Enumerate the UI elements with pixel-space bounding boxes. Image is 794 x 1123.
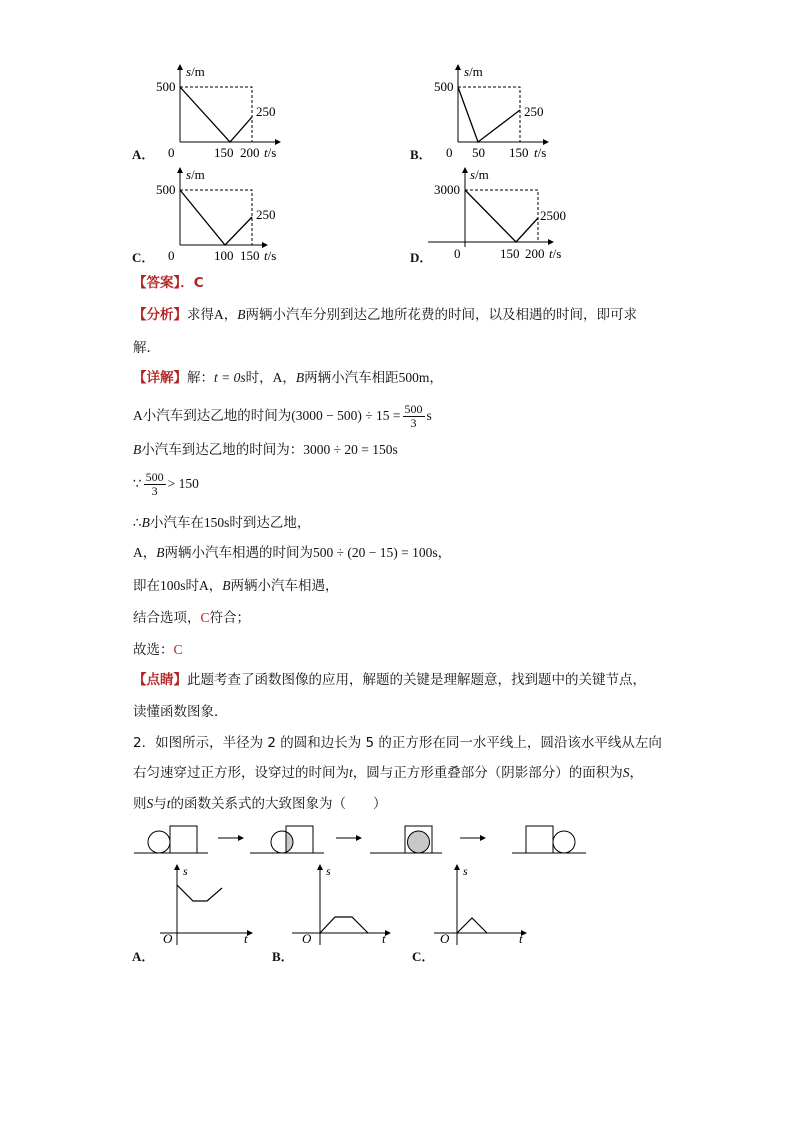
text: 结合选项， bbox=[133, 610, 201, 626]
graph-line bbox=[177, 885, 222, 901]
stage-2 bbox=[250, 826, 324, 853]
y-tick-top: 500 bbox=[156, 182, 176, 197]
answer-text: ．C bbox=[180, 275, 204, 291]
y-tick-top: 3000 bbox=[434, 182, 460, 197]
y-label-unit: /m bbox=[469, 64, 483, 79]
because-symbol: ∵ bbox=[133, 476, 142, 492]
y-tick-mid: 250 bbox=[256, 207, 276, 222]
expression: (3000 − 500) ÷ 15 = bbox=[291, 408, 401, 423]
text: 符合； bbox=[209, 610, 251, 626]
text: ，圆与正方形重叠部分（阴影部分）的面积为 bbox=[352, 765, 623, 781]
expression: > 150 bbox=[167, 476, 199, 491]
var-A: A bbox=[133, 408, 143, 423]
origin-label: 0 bbox=[446, 145, 453, 160]
stage-3 bbox=[370, 826, 442, 853]
q2-line-2 bbox=[133, 763, 643, 783]
x-label-t: t bbox=[549, 246, 553, 261]
x-label: t bbox=[382, 931, 386, 946]
svg-text:s/m bbox=[186, 64, 205, 79]
q1-graph-d bbox=[408, 165, 578, 265]
y-arrow-icon bbox=[177, 167, 183, 173]
analysis-text-2: 两辆小汽车分别到达乙地所花费的时间，以及相遇的时间，即可求 bbox=[245, 307, 637, 323]
graph-b-svg bbox=[408, 62, 568, 162]
origin-label: 0 bbox=[454, 246, 461, 261]
analysis-text-3: 解． bbox=[133, 340, 160, 356]
comment-line-2 bbox=[133, 702, 228, 722]
numerator: 500 bbox=[404, 401, 423, 416]
text: 即在 bbox=[133, 578, 160, 594]
var-t: t bbox=[349, 765, 353, 780]
value: 150s bbox=[203, 515, 230, 530]
q2-line-3 bbox=[133, 794, 387, 814]
y-tick-top: 500 bbox=[156, 79, 176, 94]
x-label-t: t bbox=[264, 248, 268, 263]
svg-text:t/s bbox=[264, 248, 276, 263]
origin-label: 0 bbox=[168, 145, 175, 160]
stage-1 bbox=[134, 826, 208, 853]
x-label: t bbox=[519, 931, 523, 946]
option-label-a: A． bbox=[132, 147, 155, 162]
var-t: t bbox=[166, 796, 171, 811]
arrow-icon bbox=[460, 835, 486, 841]
y-label-s: s bbox=[186, 64, 192, 79]
answer-tag: 【答案】 bbox=[133, 275, 181, 291]
text: 两辆小汽车相距 bbox=[304, 370, 399, 386]
sep: ， bbox=[208, 578, 223, 594]
x-label-unit: /s bbox=[267, 145, 277, 160]
denominator: 3 bbox=[410, 415, 417, 430]
dashed-guide bbox=[180, 190, 252, 245]
x-tick-1: 100 bbox=[214, 248, 234, 263]
text: 两辆小汽车相遇的时间为 bbox=[164, 545, 313, 561]
y-label-s: s bbox=[464, 64, 470, 79]
expression: 500 ÷ (20 − 15) = 100s bbox=[313, 545, 438, 560]
x-arrow-icon bbox=[385, 930, 391, 936]
var-S: S bbox=[622, 765, 630, 780]
origin-label: O bbox=[440, 931, 450, 946]
y-arrow-icon bbox=[455, 64, 461, 70]
graph-line bbox=[180, 190, 252, 245]
analysis-line-2 bbox=[133, 338, 160, 358]
graph-d-svg bbox=[408, 165, 578, 265]
comment-text-2: 读懂函数图象． bbox=[133, 704, 228, 720]
text: 解： bbox=[187, 370, 214, 386]
svg-text:t/s bbox=[264, 145, 276, 160]
y-arrow-icon bbox=[454, 864, 460, 870]
x-label-unit: /s bbox=[267, 248, 277, 263]
text: 小汽车在 bbox=[149, 515, 204, 531]
svg-text:s/m bbox=[470, 167, 489, 182]
numerator: 500 bbox=[145, 469, 164, 484]
y-label-unit: /m bbox=[475, 167, 489, 182]
detail-line-6 bbox=[133, 543, 451, 563]
fraction bbox=[144, 471, 166, 498]
option-label-b: B． bbox=[272, 949, 294, 964]
text: ， bbox=[429, 370, 443, 386]
text: 时， bbox=[245, 370, 273, 386]
value: 100s bbox=[160, 578, 186, 593]
svg-text:t/s bbox=[534, 145, 546, 160]
detail-line-3 bbox=[133, 440, 398, 460]
var-B: B bbox=[237, 307, 246, 322]
analysis-tag: 【分析】 bbox=[133, 307, 187, 323]
equation: t = 0s bbox=[214, 370, 246, 385]
q1-graph-b bbox=[408, 62, 568, 162]
var-A: A bbox=[214, 307, 224, 322]
var-S: S bbox=[146, 796, 154, 811]
y-tick-mid: 250 bbox=[256, 104, 276, 119]
svg-text:t/s bbox=[549, 246, 561, 261]
x-label-unit: /s bbox=[552, 246, 562, 261]
answer-line bbox=[133, 273, 204, 293]
q2-line-1 bbox=[133, 733, 662, 753]
origin-label: O bbox=[163, 931, 173, 946]
x-label: t bbox=[244, 931, 248, 946]
therefore-symbol: ∴ bbox=[133, 515, 142, 531]
detail-line-2 bbox=[133, 398, 432, 434]
var-B: B bbox=[295, 370, 305, 385]
answer-letter: C bbox=[173, 642, 183, 657]
var-B: B bbox=[141, 515, 150, 530]
option-label-c: C． bbox=[412, 949, 435, 964]
sep: ， bbox=[282, 370, 296, 386]
circle-square-sequence bbox=[130, 820, 600, 862]
y-tick-mid: 250 bbox=[524, 104, 544, 119]
svg-text:s/m bbox=[186, 167, 205, 182]
comment-tag: 【点睛】 bbox=[133, 672, 187, 688]
text: 则 bbox=[133, 796, 147, 812]
x-arrow-icon bbox=[548, 239, 554, 245]
text: 小汽车到达乙地的时间为 bbox=[142, 408, 292, 424]
text: 的函数关系式的大致图象为（ ） bbox=[170, 796, 387, 812]
text: 故选： bbox=[133, 642, 174, 658]
x-tick-1: 150 bbox=[500, 246, 520, 261]
q2-text: 2．如图所示，半径为 2 的圆和边长为 5 的正方形在同一水平线上，圆沿该水平线从左向 bbox=[133, 735, 662, 751]
graph-line bbox=[180, 87, 252, 142]
text: 两辆小汽车相遇， bbox=[230, 578, 339, 594]
var-A: A bbox=[133, 545, 143, 560]
arrow-icon bbox=[336, 835, 362, 841]
value: 500m bbox=[398, 370, 430, 385]
y-label: s bbox=[183, 864, 188, 878]
x-arrow-icon bbox=[247, 930, 253, 936]
y-arrow-icon bbox=[174, 864, 180, 870]
y-label-unit: /m bbox=[191, 167, 205, 182]
x-tick-1: 50 bbox=[472, 145, 485, 160]
comment-line-1 bbox=[133, 670, 646, 690]
var-A: A bbox=[272, 370, 283, 385]
svg-text:s/m bbox=[464, 64, 483, 79]
unit: s bbox=[426, 408, 432, 423]
x-tick-2: 200 bbox=[240, 145, 260, 160]
x-tick-1: 150 bbox=[214, 145, 234, 160]
origin-label: 0 bbox=[168, 248, 175, 263]
graph-line bbox=[465, 190, 538, 242]
text: ， bbox=[437, 545, 452, 561]
detail-line-4 bbox=[133, 466, 199, 502]
y-tick-mid: 2500 bbox=[540, 208, 566, 223]
y-tick-top: 500 bbox=[434, 79, 454, 94]
analysis-line-1 bbox=[133, 305, 637, 325]
comment-text: 此题考查了函数图像的应用，解题的关键是理解题意，找到题中的关键节点， bbox=[187, 672, 646, 688]
text: 时 bbox=[185, 578, 200, 594]
detail-tag: 【详解】 bbox=[133, 370, 187, 386]
expression: 3000 ÷ 20 = 150s bbox=[303, 442, 398, 457]
analysis-text: 求得 bbox=[187, 307, 214, 323]
y-arrow-icon bbox=[177, 64, 183, 70]
graph-line bbox=[458, 87, 520, 142]
dashed-guide bbox=[465, 190, 538, 242]
text: 右匀速穿过正方形，设穿过的时间为 bbox=[133, 765, 349, 781]
q2-graph-a bbox=[130, 860, 265, 965]
sep: ， bbox=[142, 545, 157, 561]
y-label-s: s bbox=[186, 167, 192, 182]
y-arrow-icon bbox=[317, 864, 323, 870]
detail-line-7 bbox=[133, 576, 339, 596]
y-arrow-icon bbox=[462, 167, 468, 173]
text: 时到达乙地， bbox=[229, 515, 311, 531]
var-B: B bbox=[133, 442, 142, 457]
q2-graph-c bbox=[410, 860, 545, 965]
q2-graph-b bbox=[270, 860, 405, 965]
option-label-c: C． bbox=[132, 250, 155, 265]
detail-line-9 bbox=[133, 640, 183, 660]
x-tick-2: 150 bbox=[509, 145, 529, 160]
fraction bbox=[403, 403, 425, 430]
q1-graph-c bbox=[130, 165, 290, 265]
stage-4 bbox=[512, 826, 586, 853]
y-label: s bbox=[463, 864, 468, 878]
text: ， bbox=[629, 765, 644, 781]
graph-line bbox=[320, 917, 368, 933]
dashed-guide bbox=[180, 87, 252, 142]
var-B: B bbox=[156, 545, 165, 560]
origin-label: O bbox=[302, 931, 312, 946]
option-label-d: D． bbox=[410, 250, 433, 265]
var-A: A bbox=[199, 578, 209, 593]
var-B: B bbox=[222, 578, 231, 593]
graph-line bbox=[457, 918, 487, 933]
option-label-b: B． bbox=[410, 147, 432, 162]
option-label-a: A． bbox=[132, 949, 155, 964]
denominator: 3 bbox=[151, 483, 158, 498]
q1-graph-a bbox=[130, 62, 290, 162]
sep: ， bbox=[223, 307, 238, 323]
y-label-s: s bbox=[470, 167, 476, 182]
y-label-unit: /m bbox=[191, 64, 205, 79]
x-label-t: t bbox=[534, 145, 538, 160]
arrow-icon bbox=[218, 835, 244, 841]
answer-letter: C bbox=[200, 610, 210, 625]
x-tick-2: 200 bbox=[525, 246, 545, 261]
y-label: s bbox=[326, 864, 331, 878]
x-label-unit: /s bbox=[537, 145, 547, 160]
text: 小汽车到达乙地的时间为： bbox=[141, 442, 304, 458]
text: 与 bbox=[153, 796, 167, 812]
detail-line-1 bbox=[133, 368, 443, 388]
x-tick-2: 150 bbox=[240, 248, 260, 263]
detail-line-5 bbox=[133, 513, 310, 533]
detail-line-8 bbox=[133, 608, 250, 628]
x-label-t: t bbox=[264, 145, 268, 160]
